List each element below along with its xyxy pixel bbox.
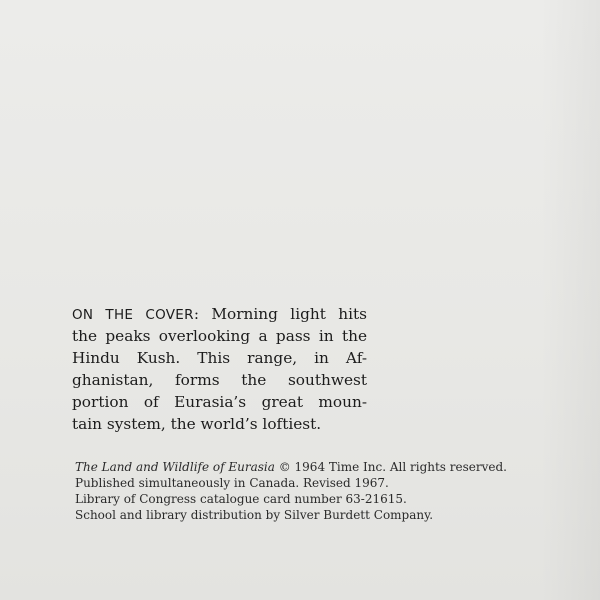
cover-caption-line: portion of Eurasia’s great moun-	[72, 393, 367, 411]
cover-label: ON THE COVER	[72, 307, 194, 323]
cover-caption-line: Hindu Kush. This range, in Af-	[72, 349, 367, 367]
publication-line: Published simultaneously in Canada. Revised 1967.	[75, 476, 389, 490]
cover-caption-line: the peaks overlooking a pass in the	[72, 327, 367, 345]
book-title-italic: The Land and Wildlife of Eurasia	[75, 460, 275, 474]
cover-caption	[72, 303, 367, 435]
copyright-line: The Land and Wildlife of Eurasia © 1964 Time Inc. All rights reserved.	[75, 460, 507, 474]
copyright-notice	[75, 459, 545, 523]
cover-caption-line: tain system, the world’s loftiest.	[72, 415, 322, 433]
catalogue-line: Library of Congress catalogue card number 63-21615.	[75, 492, 407, 506]
distribution-line: School and library distribution by Silver Burdett Company.	[75, 508, 434, 522]
cover-caption-line: ghanistan, forms the southwest	[72, 371, 367, 389]
cover-caption-line: ON THE COVER: Morning light hits	[72, 305, 367, 323]
page-shadow	[540, 0, 600, 600]
